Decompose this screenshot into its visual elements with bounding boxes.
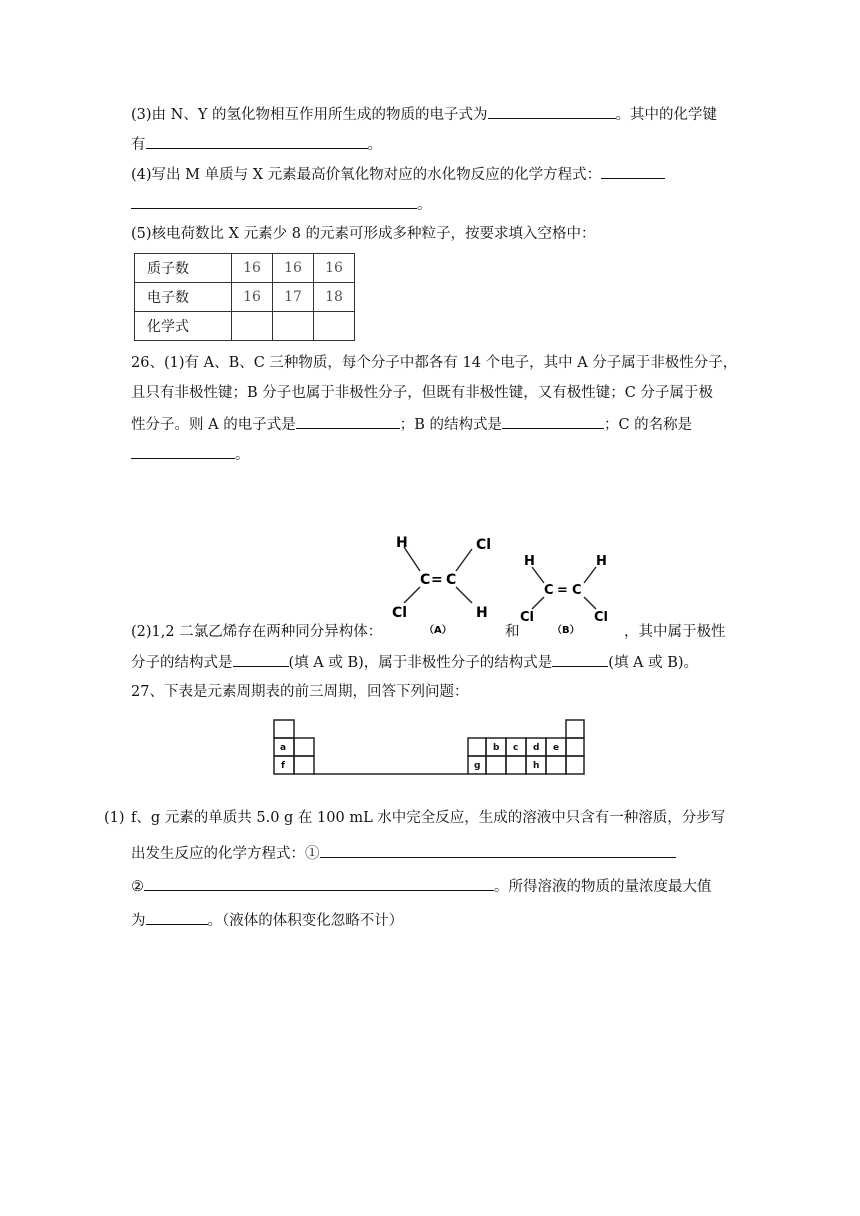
table-cell: [566, 720, 584, 738]
table-cell: [274, 720, 294, 738]
row-header: 电子数: [135, 283, 232, 312]
table-cell: 17: [273, 283, 314, 312]
isomer-label: （A）: [424, 625, 452, 635]
bond-line: [456, 587, 472, 603]
answer-blank[interactable]: [131, 444, 235, 459]
atom-label: Cl: [392, 605, 408, 621]
table-cell: [506, 756, 526, 774]
answer-cell[interactable]: [314, 312, 355, 341]
q27-part1-line1: f、g 元素的单质共 5.0 g 在 100 mL 水中完全反应，生成的溶液中只含有一种溶质，分步写: [131, 810, 726, 826]
answer-blank[interactable]: [320, 843, 676, 858]
bond-line: [532, 567, 544, 583]
table-cell: 16: [314, 254, 355, 283]
table-cell: 16: [273, 254, 314, 283]
element-letter: b: [493, 743, 500, 753]
atom-label: H: [476, 605, 488, 621]
atom-label: Cl: [594, 610, 608, 625]
q26-part2-cont: ，其中属于极性: [624, 624, 726, 640]
q26-part2-intro: (2)1,2 二氯乙烯存在两种同分异构体：: [131, 624, 383, 640]
element-letter: g: [474, 761, 481, 771]
element-letter: d: [533, 743, 540, 753]
answer-blank[interactable]: [601, 164, 665, 179]
table-cell: [486, 756, 506, 774]
q27-part1-line2: 出发生反应的化学方程式：①: [131, 843, 676, 864]
answer-blank[interactable]: [131, 194, 417, 209]
table-row: [135, 254, 355, 283]
q26-part2-line2: 分子的结构式是 (填 A 或 B)，属于非极性分子的结构式是 (填 A 或 B)。: [131, 652, 698, 673]
q25-line4: (4)写出 M 单质与 X 元素最高价氧化物对应的水化物反应的化学方程式：: [131, 164, 665, 185]
table-cell: [468, 738, 486, 756]
answer-blank[interactable]: [296, 414, 400, 429]
row-header: 质子数: [135, 254, 232, 283]
table-cell: [546, 756, 566, 774]
isomer-structures: [388, 535, 628, 635]
table-cell: [294, 738, 314, 756]
atom-label: H: [396, 535, 408, 551]
q25-line5: (5)核电荷数比 X 元素少 8 的元素可形成多种粒子，按要求填入空格中：: [131, 226, 596, 242]
q26-line2: 且只有非极性键；B 分子也属于非极性分子，但既有非极性键，又有极性键；C 分子属于极: [131, 385, 713, 401]
particle-table: [134, 253, 355, 341]
q25-line4-cont: 。: [131, 194, 432, 215]
table-cell: 16: [232, 254, 273, 283]
q25-line3-cont: 有 。: [131, 134, 382, 155]
atom-label: H: [596, 554, 607, 569]
atom-label: H: [524, 554, 535, 569]
element-letter: a: [280, 743, 287, 753]
element-letter: c: [513, 743, 519, 753]
table-cell: [566, 738, 584, 756]
q27-part1-line3: ② 。所得溶液的物质的量浓度最大值: [131, 876, 712, 897]
element-letter: h: [533, 761, 540, 771]
atom-label: C: [446, 572, 457, 588]
q27-intro: 27、下表是元素周期表的前三周期，回答下列问题：: [131, 684, 469, 700]
bond-line: [404, 587, 420, 603]
atom-label: C: [544, 583, 554, 598]
answer-cell[interactable]: [232, 312, 273, 341]
table-cell: 18: [314, 283, 355, 312]
bond-symbol: =: [557, 583, 568, 598]
atom-label: Cl: [520, 610, 534, 625]
atom-label: C: [420, 572, 431, 588]
q26-line3: 性分子。则 A 的电子式是 ；B 的结构式是 ；C 的名称是: [131, 414, 692, 435]
answer-blank[interactable]: [502, 414, 604, 429]
answer-blank[interactable]: [233, 652, 289, 667]
answer-blank[interactable]: [552, 652, 608, 667]
isomer-label: （B）: [552, 625, 580, 635]
atom-label: Cl: [476, 537, 492, 553]
answer-blank[interactable]: [146, 910, 208, 925]
q26-line4: 。: [131, 444, 250, 465]
bond-line: [532, 597, 544, 609]
table-cell: [294, 756, 314, 774]
element-letter: e: [553, 743, 560, 753]
q27-part1-number: (1): [104, 810, 125, 826]
answer-blank[interactable]: [488, 104, 616, 119]
table-row: [135, 312, 355, 341]
periodic-table-outline: [270, 716, 586, 778]
bond-line: [456, 549, 472, 571]
q27-part1-line4: 为 。（液体的体积变化忽略不计）: [131, 910, 403, 931]
table-cell: [566, 756, 584, 774]
table-row: [135, 283, 355, 312]
answer-cell[interactable]: [273, 312, 314, 341]
answer-blank[interactable]: [146, 134, 368, 149]
bond-line: [584, 597, 596, 609]
q26-and: 和: [505, 624, 520, 640]
bond-symbol: =: [431, 572, 443, 588]
q26-line1: 26、(1)有 A、B、C 三种物质，每个分子中都各有 14 个电子，其中 A 分子属于非极性分子，: [131, 355, 738, 371]
element-letter: f: [281, 761, 285, 771]
answer-blank[interactable]: [144, 876, 494, 891]
bond-line: [584, 567, 596, 583]
row-header: 化学式: [135, 312, 232, 341]
atom-label: C: [572, 583, 582, 598]
q25-line3: (3)由 N、Y 的氢化物相互作用所生成的物质的电子式为 。其中的化学键: [131, 104, 717, 125]
table-cell: 16: [232, 283, 273, 312]
